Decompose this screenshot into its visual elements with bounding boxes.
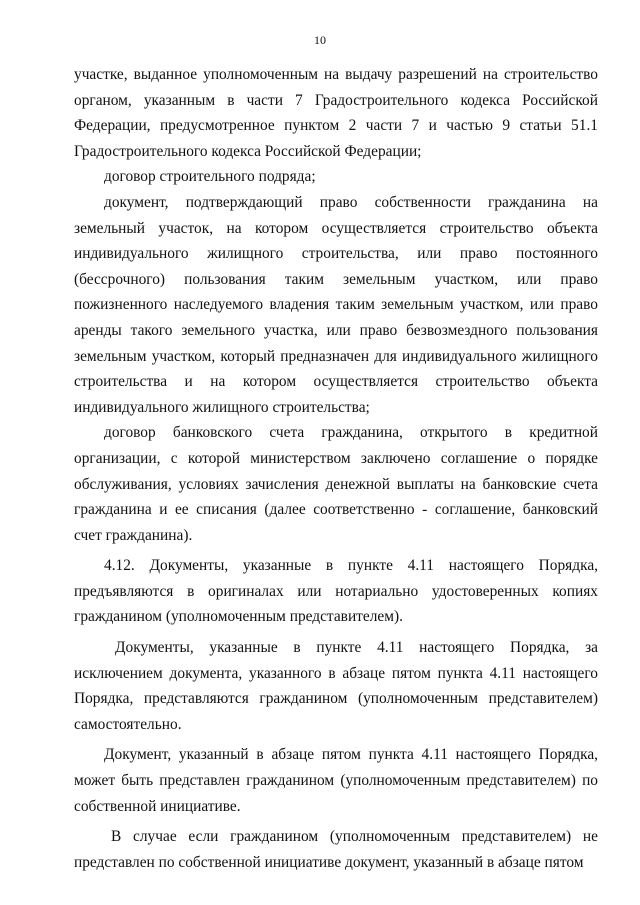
- paragraph-documents-submitted: Документы, указанные в пункте 4.11 настоящего Порядка, за исключением документа, указанного в абзаце пятом пункта 4.11 настоящего Порядка, представляются гражданином (уполномоченным представителем) самостоятельно.: [74, 639, 598, 733]
- page-number: 10: [314, 33, 326, 47]
- paragraph-own-initiative: Документ, указанный в абзаце пятом пункта 4.11 настоящего Порядка, может быть представлен гражданином (уполномоченным представителем) по собственной инициативе.: [74, 746, 598, 815]
- paragraph-continuation: участке, выданное уполномоченным на выдачу разрешений на строительство органом, указанным в части 7 Градостроительного кодекса Российской Федерации, предусмотренное пунктом 2 части 7 и частью 9 статьи 51.1 Градостроительного кодекса Российской Федерации;: [74, 66, 598, 160]
- paragraph-land-ownership: документ, подтверждающий право собственности гражданина на земельный участок, на котором осуществляется строительство объекта индивидуального жилищного строительства, или право постоянного (бессрочного) пользования таким земельным участком, или право пожизненного наследуемого владения таким земельным участком, или право аренды такого земельного участка, или право безвозмездного пользования земельным участком, который предназначен для индивидуального жилищного строительства и на котором осуществляется строительство объекта индивидуального жилищного строительства;: [74, 193, 598, 416]
- document-body: [74, 62, 598, 875]
- paragraph-construction-contract: договор строительного подряда;: [104, 168, 316, 186]
- paragraph-4-12: 4.12. Документы, указанные в пункте 4.11 настоящего Порядка, предъявляются в оригиналах или нотариально удостоверенных копиях гражданином (уполномоченным представителем).: [74, 557, 598, 626]
- paragraph-bank-account: договор банковского счета гражданина, открытого в кредитной организации, с которой министерством заключено соглашение о порядке обслуживания, условиях зачисления денежной выплаты на банковские счета гражданина и ее списания (далее соответственно - соглашение, банковский счет гражданина).: [74, 424, 598, 544]
- paragraph-if-not-submitted: В случае если гражданином (уполномоченным представителем) не представлен по собственной инициативе документ, указанный в абзаце пятом: [74, 828, 598, 871]
